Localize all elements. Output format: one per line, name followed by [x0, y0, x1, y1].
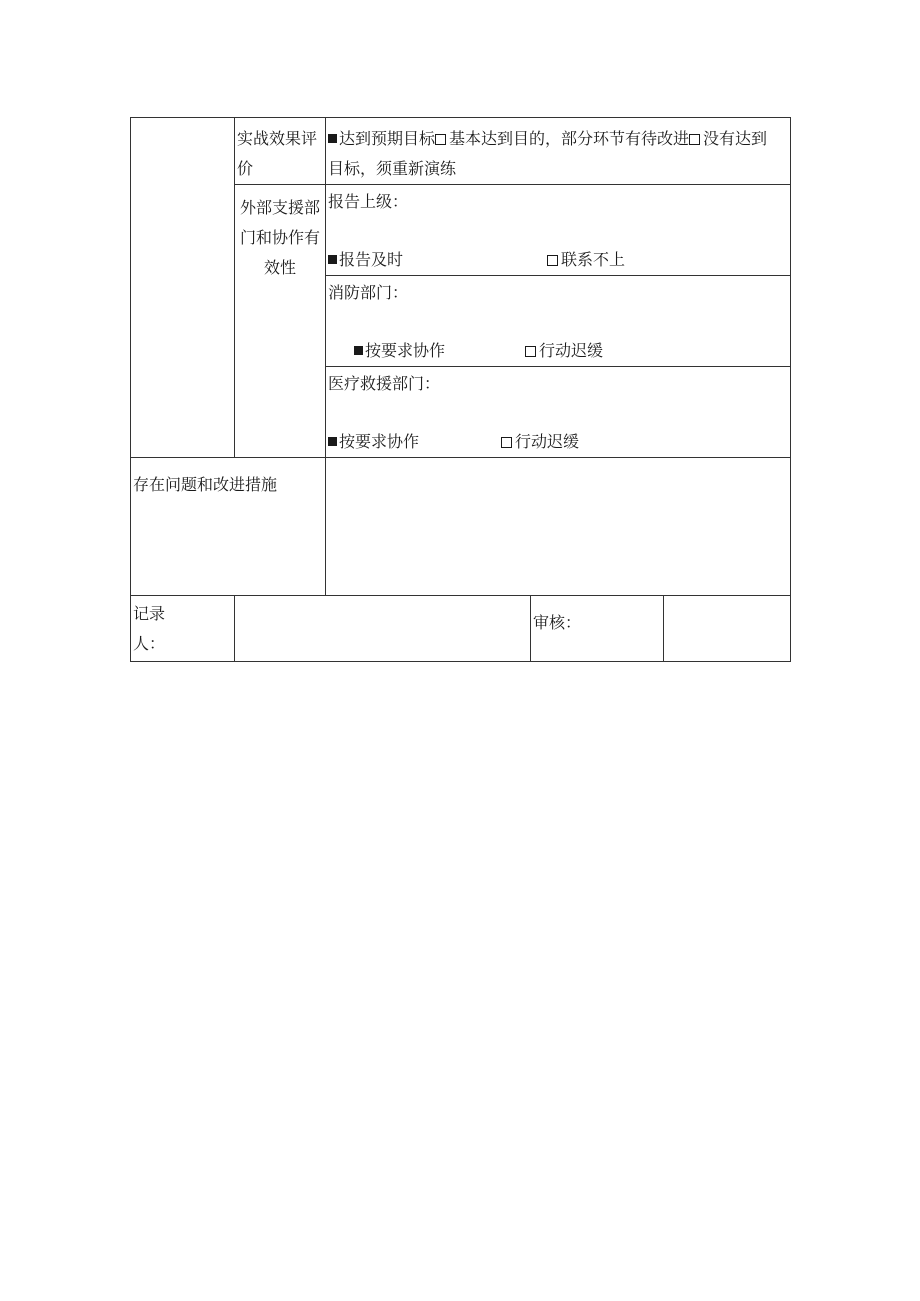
fire-dept-cell: [326, 276, 791, 367]
unchecked-square-icon[interactable]: [547, 255, 558, 266]
unchecked-square-icon[interactable]: [689, 134, 700, 145]
checked-square-icon[interactable]: [354, 346, 363, 355]
fire-slow-option: 行动迟缓: [539, 341, 604, 360]
checked-square-icon[interactable]: [328, 437, 337, 446]
problems-value[interactable]: [326, 458, 790, 464]
blank-category-cell: [131, 118, 235, 458]
external-support-label-cell: [235, 185, 326, 458]
reviewer-value[interactable]: [664, 596, 790, 602]
effect-option-1: 达到预期目标: [339, 129, 436, 148]
medical-dept-cell: [326, 367, 791, 458]
medical-slow-option: 行动迟缓: [515, 432, 580, 451]
checked-square-icon[interactable]: [328, 134, 337, 143]
checked-square-icon[interactable]: [328, 255, 337, 264]
report-unreachable-option: 联系不上: [561, 250, 626, 269]
medical-dept-options: [328, 427, 788, 457]
effect-eval-label: 实战效果评价: [237, 129, 318, 178]
fire-cooperate-option: 按要求协作: [365, 341, 446, 360]
effect-option-3: 没有达到目标，须重新演练: [328, 129, 768, 178]
effect-eval-options: [326, 118, 790, 184]
report-timely-option: 报告及时: [339, 250, 404, 269]
effect-eval-row: [131, 118, 791, 185]
recorder-label-cell: [131, 596, 235, 662]
reviewer-label: 审核：: [533, 613, 582, 632]
problems-value-cell[interactable]: [326, 458, 791, 596]
report-superior-cell: [326, 185, 791, 276]
recorder-label: 记录人：: [133, 604, 166, 653]
recorder-value[interactable]: [235, 596, 530, 602]
medical-cooperate-option: 按要求协作: [339, 432, 420, 451]
fire-dept-options: [328, 336, 788, 366]
unchecked-square-icon[interactable]: [435, 134, 446, 145]
unchecked-square-icon[interactable]: [525, 346, 536, 357]
external-support-label: 外部支援部门和协作有效性: [239, 198, 320, 277]
problems-row: [131, 458, 791, 596]
effect-option-2: 基本达到目的，部分环节有待改进: [449, 129, 690, 148]
problems-label: 存在问题和改进措施: [133, 475, 278, 494]
reviewer-label-cell: [531, 596, 664, 662]
reviewer-value-cell[interactable]: [664, 596, 791, 662]
recorder-value-cell[interactable]: [235, 596, 531, 662]
report-superior-heading: 报告上级：: [328, 192, 409, 211]
problems-label-cell: [131, 458, 326, 596]
medical-dept-heading: 医疗救援部门：: [328, 374, 441, 393]
report-superior-options: [328, 245, 788, 275]
fire-dept-heading: 消防部门：: [328, 283, 409, 302]
effect-eval-label-cell: [235, 118, 326, 185]
unchecked-square-icon[interactable]: [501, 437, 512, 448]
effect-eval-options-cell: [326, 118, 791, 185]
drill-evaluation-table: [130, 117, 791, 662]
signature-row: [131, 596, 791, 662]
